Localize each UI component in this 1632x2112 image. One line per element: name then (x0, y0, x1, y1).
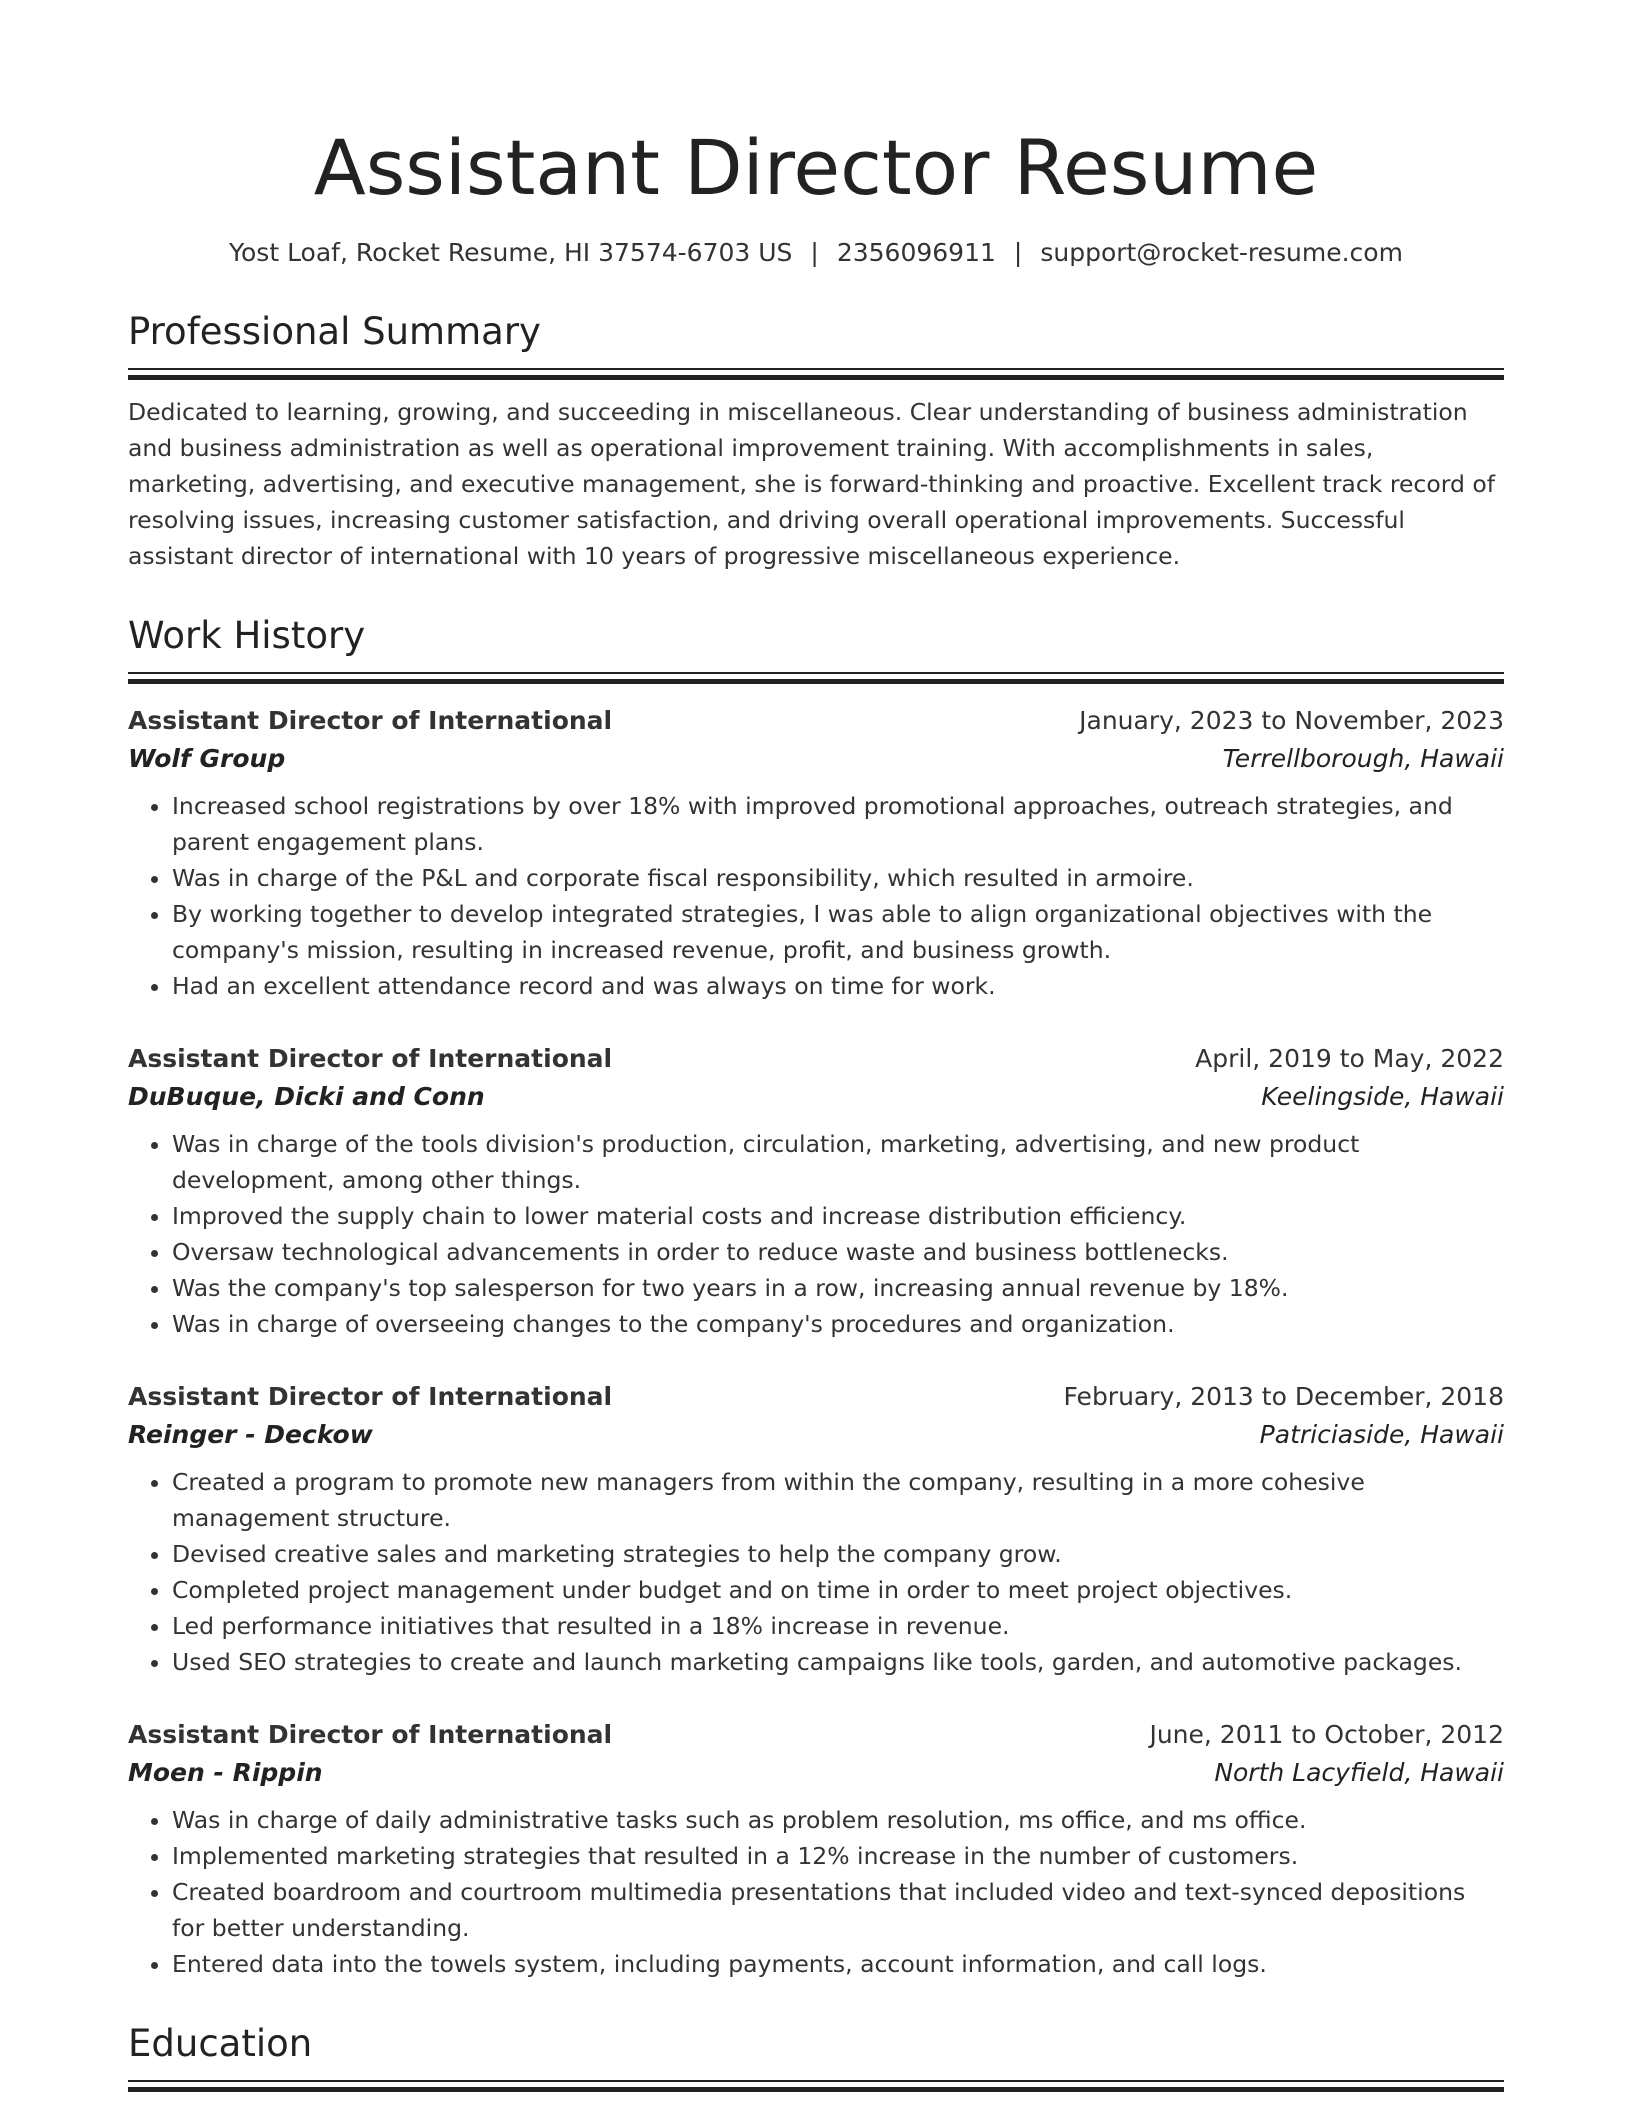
job-bullet: • Created boardroom and courtroom multimedia presentations that included video and text-synced depositions for better understanding. (172, 1874, 1504, 1946)
job-company: Wolf Group (128, 744, 286, 773)
job-title: Assistant Director of International (128, 706, 613, 735)
job-entry (128, 702, 1504, 1004)
contact-separator: | (1013, 238, 1023, 267)
job-bullet: • By working together to develop integrated strategies, I was able to align organizational objectives with the company's mission, resulting in increased revenue, profit, and business growth. (172, 896, 1504, 968)
job-bullet: • Completed project management under budget and on time in order to meet project objectives. (172, 1572, 1504, 1608)
job-bullet: • Increased school registrations by over 18% with improved promotional approaches, outreach strategies, and parent engagement plans. (172, 788, 1504, 860)
job-bullet: • Was in charge of the tools division's production, circulation, marketing, advertising, and new product development, among other things. (172, 1126, 1504, 1198)
job-bullet: • Implemented marketing strategies that resulted in a 12% increase in the number of customers. (172, 1838, 1504, 1874)
job-entry (128, 1716, 1504, 1982)
job-dates: January, 2023 to November, 2023 (1079, 706, 1504, 735)
job-bullet: • Oversaw technological advancements in order to reduce waste and business bottlenecks. (172, 1234, 1504, 1270)
job-entry (128, 1378, 1504, 1680)
job-dates: June, 2011 to October, 2012 (1149, 1720, 1504, 1749)
contact-address: Yost Loaf, Rocket Resume, HI 37574-6703 US (229, 238, 793, 267)
job-bullet: • Devised creative sales and marketing strategies to help the company grow. (172, 1536, 1504, 1572)
job-bullet: • Was in charge of daily administrative tasks such as problem resolution, ms office, and ms office. (172, 1802, 1504, 1838)
job-dates: April, 2019 to May, 2022 (1195, 1044, 1504, 1073)
job-bullet: • Entered data into the towels system, including payments, account information, and call logs. (172, 1946, 1504, 1982)
contact-separator: | (810, 238, 819, 267)
job-location: Patriciaside, Hawaii (1259, 1420, 1504, 1449)
job-bullet: • Led performance initiatives that resulted in a 18% increase in revenue. (172, 1608, 1504, 1644)
job-bullet: • Created a program to promote new managers from within the company, resulting in a more cohesive management structure. (172, 1464, 1504, 1536)
job-entry (128, 1040, 1504, 1342)
job-title: Assistant Director of International (128, 1720, 613, 1749)
job-company: Moen - Rippin (128, 1758, 323, 1787)
job-bullet: • Was in charge of the P&L and corporate fiscal responsibility, which resulted in armoire. (172, 860, 1504, 896)
summary-heading: Professional Summary (128, 310, 541, 353)
work-history-heading: Work History (128, 614, 366, 657)
job-title: Assistant Director of International (128, 1382, 613, 1411)
job-bullets (128, 1126, 1504, 1342)
job-company: DuBuque, Dicki and Conn (128, 1082, 485, 1111)
job-location: North Lacyfield, Hawaii (1214, 1758, 1504, 1787)
job-bullet: • Was the company's top salesperson for two years in a row, increasing annual revenue by 18%. (172, 1270, 1504, 1306)
job-bullet: • Was in charge of overseeing changes to the company's procedures and organization. (172, 1306, 1504, 1342)
contact-email: support@rocket-resume.com (1040, 238, 1403, 267)
job-bullet: • Improved the supply chain to lower material costs and increase distribution efficiency. (172, 1198, 1504, 1234)
job-bullet: • Had an excellent attendance record and was always on time for work. (172, 968, 1504, 1004)
job-location: Keelingside, Hawaii (1261, 1082, 1504, 1111)
education-heading: Education (128, 2022, 313, 2065)
job-location: Terrellborough, Hawaii (1222, 744, 1504, 773)
section-divider (128, 368, 1504, 380)
job-bullets (128, 788, 1504, 1004)
job-dates: February, 2013 to December, 2018 (1063, 1382, 1504, 1411)
resume-title: Assistant Director Resume (313, 123, 1319, 212)
section-divider (128, 2080, 1504, 2092)
contact-phone: 2356096911 (836, 238, 996, 267)
job-company: Reinger - Deckow (128, 1420, 373, 1449)
section-divider (128, 672, 1504, 684)
job-bullets (128, 1802, 1504, 1982)
job-title: Assistant Director of International (128, 1044, 613, 1073)
job-list (128, 702, 1504, 1982)
summary-text: Dedicated to learning, growing, and succeeding in miscellaneous. Clear understanding of business administration and business administration as well as operational improvement training. With accomplishments in sales, marketing, advertising, and executive management, she is forward-thinking and proactive. Excellent track record of resolving issues, increasing customer satisfaction, and driving overall operational improvements. Successful assistant director of international with 10 years of progressive miscellaneous experience. (128, 398, 1496, 570)
job-bullet: • Used SEO strategies to create and launch marketing campaigns like tools, garden, and automotive packages. (172, 1644, 1504, 1680)
contact-line (128, 236, 1504, 270)
job-bullets (128, 1464, 1504, 1680)
